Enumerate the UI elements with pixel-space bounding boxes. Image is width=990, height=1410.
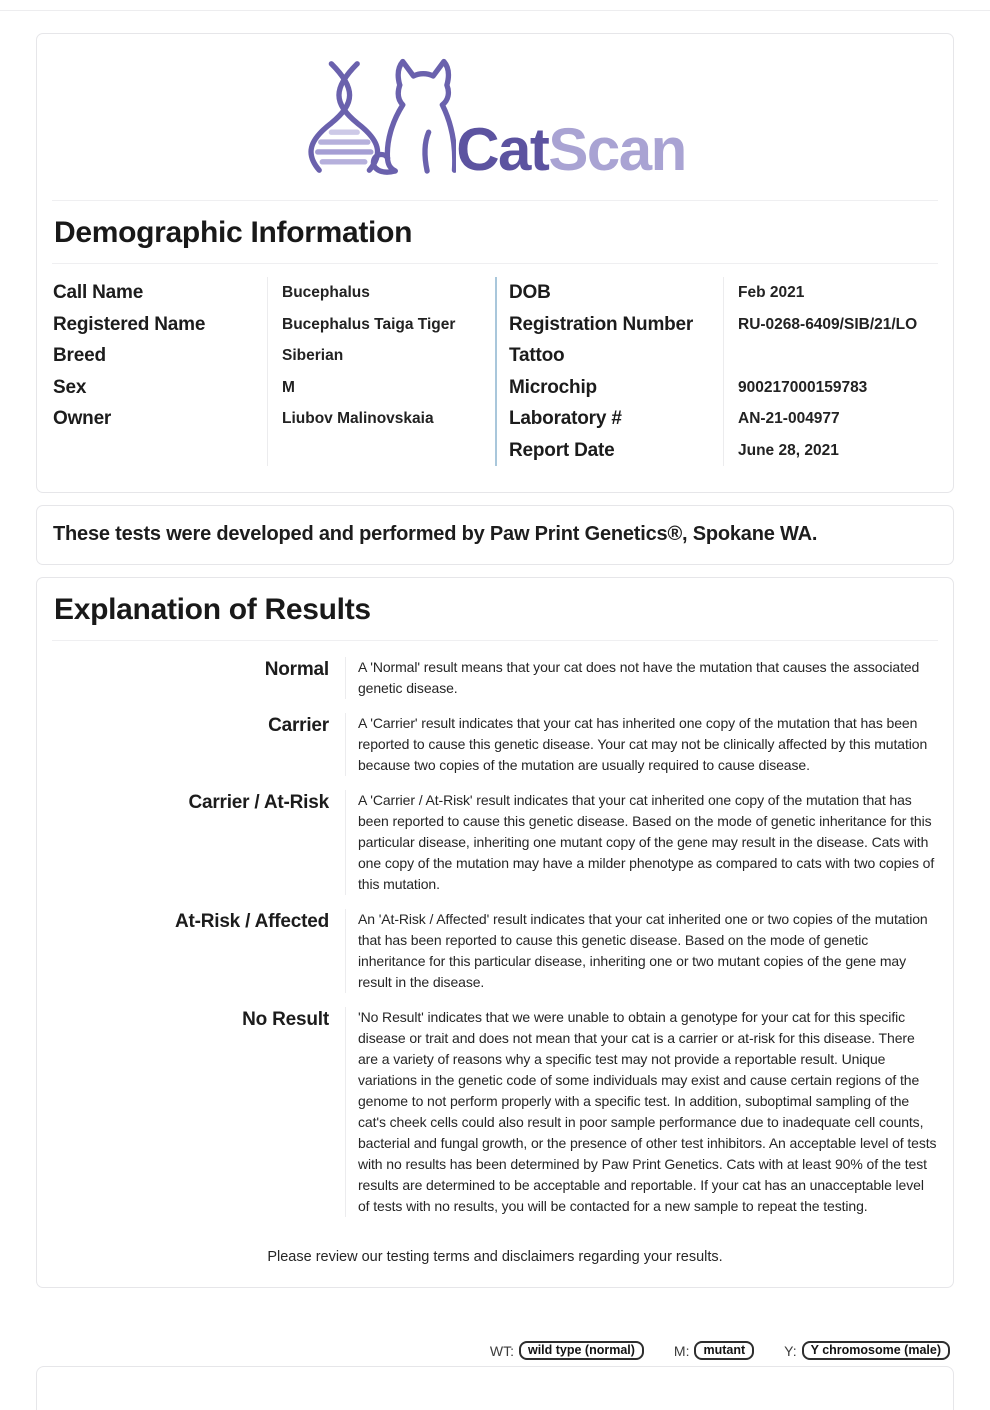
field-label-breed: Breed xyxy=(53,345,106,366)
demographic-fields-left xyxy=(53,277,495,466)
field-label-sex: Sex xyxy=(53,376,87,398)
genotype-legend xyxy=(490,1341,950,1360)
term-normal: Normal xyxy=(264,659,329,680)
legend-label-wt: WT: xyxy=(489,1342,514,1359)
cat-dna-icon xyxy=(304,42,456,192)
legend-label-m: M: xyxy=(673,1342,690,1359)
review-terms-note: Please review our testing terms and disclaimers regarding your results. xyxy=(267,1249,723,1265)
field-value-owner: Liubov Malinovskaia xyxy=(282,410,434,427)
field-value-call-name: Bucephalus xyxy=(282,284,370,301)
field-value-registered-name: Bucephalus Taiga Tiger xyxy=(282,315,456,333)
field-label-registered-name: Registered Name xyxy=(53,313,206,335)
description-no-result: 'No Result' indicates that we were unable to obtain a genotype for your cat for this specific disease or trait and does not mean that your cat is a carrier or at-risk for this disease. There are a variety of reasons why a specific test may not provide a reportable result. Unique variations in the genetic code of some individuals may exist and cause certain regions of the genome to not perform properly with a specific test. In addition, suboptimal sampling of the cat's cheek cells could also result in poor sample performance due to inadequate cell counts, bacterial and fungal growth, or the presence of other test inhibitors. An acceptable level of tests with no results has been determined by Paw Print Genetics. Cats with at least 90% of the test results are determined to be acceptable and reportable. If your cat has an unacceptable level of tests with no results, you will be contacted for a new sample to repeat the testing. xyxy=(358,1009,937,1214)
lab-note-text: These tests were developed and performed by Paw Print Genetics®, Spokane WA. xyxy=(53,523,818,545)
explanation-rows xyxy=(37,641,953,1217)
legend-item-y xyxy=(784,1341,950,1360)
explanation-row-normal xyxy=(53,657,937,699)
legend-chip-y-chromosome: Y chromosome (male) xyxy=(802,1341,950,1360)
page-top-divider xyxy=(0,10,990,11)
explanation-title: Explanation of Results xyxy=(54,593,371,626)
legend-chip-mutant: mutant xyxy=(694,1341,754,1360)
demographics-title: Demographic Information xyxy=(54,216,413,249)
term-carrier-at-risk: Carrier / At-Risk xyxy=(188,792,329,813)
field-value-breed: Siberian xyxy=(282,347,344,364)
field-label-call-name: Call Name xyxy=(53,282,144,303)
explanation-row-no-result xyxy=(53,1007,937,1217)
legend-item-m xyxy=(674,1341,754,1360)
demographic-fields xyxy=(37,264,953,492)
logo xyxy=(37,34,953,200)
field-label-report-date: Report Date xyxy=(509,439,615,461)
description-carrier: A 'Carrier' result indicates that your cat has inherited one copy of the mutation that has been reported to cause this genetic disease. Your cat may not be clinically affected by this mutation because two copies of the mutation are usually required to cause disease. xyxy=(358,715,928,773)
legend-chip-wild-type: wild type (normal) xyxy=(519,1341,644,1360)
field-value-sex: M xyxy=(282,378,295,396)
field-value-tattoo xyxy=(738,340,937,372)
logo-text-scan: Scan xyxy=(548,116,686,183)
field-label-tattoo: Tattoo xyxy=(509,345,565,366)
field-value-registration-number: RU-0268-6409/SIB/21/LO xyxy=(738,315,918,333)
field-label-microchip: Microchip xyxy=(509,376,597,398)
explanation-card xyxy=(36,577,954,1288)
field-value-laboratory-number: AN-21-004977 xyxy=(738,410,840,427)
field-value-dob: Feb 2021 xyxy=(738,284,805,301)
demographic-fields-right xyxy=(495,277,937,466)
field-value-microchip: 900217000159783 xyxy=(738,378,868,396)
field-label-owner: Owner xyxy=(53,408,112,429)
lab-note-card xyxy=(36,505,954,565)
field-label-dob: DOB xyxy=(509,282,551,303)
term-carrier: Carrier xyxy=(268,715,329,736)
field-label-laboratory-number: Laboratory # xyxy=(509,408,622,429)
field-value-report-date: June 28, 2021 xyxy=(738,441,839,459)
term-no-result: No Result xyxy=(242,1009,329,1030)
description-normal: A 'Normal' result means that your cat does not have the mutation that causes the associated genetic disease. xyxy=(358,659,920,696)
next-section-card-partial xyxy=(36,1366,954,1410)
logo-wordmark xyxy=(456,116,686,192)
explanation-row-at-risk-affected xyxy=(53,909,937,993)
explanation-row-carrier-at-risk xyxy=(53,790,937,895)
field-label-registration-number: Registration Number xyxy=(509,313,694,335)
legend-label-y: Y: xyxy=(784,1342,797,1359)
legend-item-wt xyxy=(490,1341,644,1360)
description-at-risk-affected: An 'At-Risk / Affected' result indicates that your cat inherited one or two copies of the mutation that has been reported to cause this genetic disease. Based on the mode of genetic inheritance for this particular disease, inheriting one or two mutant copies of the gene may result in the disease. xyxy=(358,911,928,990)
logo-text-cat: Cat xyxy=(456,116,549,183)
term-at-risk-affected: At-Risk / Affected xyxy=(174,911,329,932)
description-carrier-at-risk: A 'Carrier / At-Risk' result indicates that your cat inherited one copy of the mutation that has been reported to cause this genetic disease. Based on the mode of genetic inheritance for this particular disease, inheriting one mutant copy of the gene may result in the disease. Cats with one copy of the mutation may have a milder phenotype as compared to cats with two copies of this mutation. xyxy=(358,792,935,892)
explanation-row-carrier xyxy=(53,713,937,776)
demographic-card xyxy=(36,33,954,493)
